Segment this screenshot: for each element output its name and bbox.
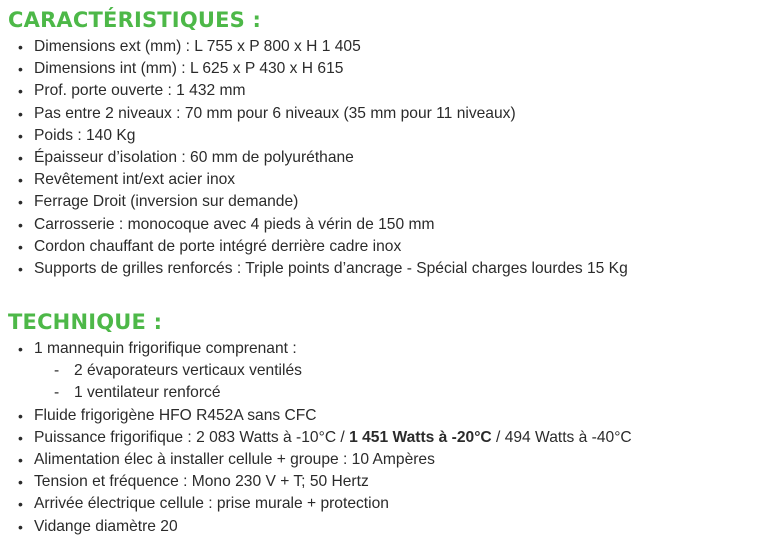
technique-section	[0, 308, 757, 538]
list-item: • Dimensions ext (mm) : L 755 x P 800 x H 1 405	[0, 36, 757, 58]
bullet-icon: •	[18, 341, 23, 357]
sub-list-item: - 1 ventilateur renforcé	[0, 382, 757, 404]
bullet-icon: •	[18, 518, 23, 535]
list-item: • Épaisseur d’isolation : 60 mm de polyuréthane	[0, 147, 757, 169]
list-item: • Prof. porte ouverte : 1 432 mm	[0, 80, 757, 102]
list-item: • Pas entre 2 niveaux : 70 mm pour 6 niveaux (35 mm pour 11 niveaux)	[0, 103, 757, 125]
bullet-icon: •	[18, 407, 23, 424]
bullet-icon: •	[18, 238, 23, 255]
technique-heading: TECHNIQUE :	[8, 310, 163, 334]
bullet-icon: •	[18, 261, 23, 278]
list-item: • Cordon chauffant de porte intégré derrière cadre inox	[0, 236, 757, 258]
list-item: • Vidange diamètre 20	[0, 516, 757, 538]
dash-icon: -	[54, 384, 60, 402]
list-item: • Ferrage Droit (inversion sur demande)	[0, 191, 757, 213]
caracteristiques-list	[0, 36, 757, 280]
list-item: • Poids : 140 Kg	[0, 125, 757, 147]
list-item: • Alimentation élec à installer cellule + groupe : 10 Ampères	[0, 449, 757, 471]
bullet-icon: •	[18, 39, 23, 55]
sub-list-item: - 2 évaporateurs verticaux ventilés	[0, 360, 757, 382]
bullet-icon: •	[18, 172, 23, 189]
list-item: • Dimensions int (mm) : L 625 x P 430 x H 615	[0, 58, 757, 80]
bullet-icon: •	[18, 474, 23, 491]
bullet-icon: •	[18, 105, 23, 122]
bullet-icon: •	[18, 150, 23, 167]
list-item: • Fluide frigorigène HFO R452A sans CFC	[0, 405, 757, 427]
bullet-icon: •	[18, 127, 23, 144]
list-item: • Revêtement int/ext acier inox	[0, 169, 757, 191]
bullet-icon: •	[18, 429, 23, 446]
list-item: • Carrosserie : monocoque avec 4 pieds à vérin de 150 mm	[0, 214, 757, 236]
bullet-icon: •	[18, 496, 23, 513]
puissance-highlight: 1 451 Watts à -20°C	[349, 428, 492, 446]
bullet-icon: •	[18, 216, 23, 233]
list-item: • Supports de grilles renforcés : Triple points d’ancrage - Spécial charges lourdes 15 Kg	[0, 258, 757, 280]
bullet-icon: •	[18, 452, 23, 469]
list-item: • Tension et fréquence : Mono 230 V + T; 50 Hertz	[0, 471, 757, 493]
dash-icon: -	[54, 362, 60, 380]
caracteristiques-heading: CARACTÉRISTIQUES :	[8, 8, 262, 32]
bullet-icon: •	[18, 194, 23, 211]
list-item-puissance: • Puissance frigorifique : 2 083 Watts à -10°C / 1 451 Watts à -20°C / 494 Watts à -40°C	[0, 427, 757, 449]
list-item: • Arrivée électrique cellule : prise murale + protection	[0, 493, 757, 515]
list-item: • 1 mannequin frigorifique comprenant :	[0, 338, 757, 360]
technique-list	[0, 338, 757, 538]
bullet-icon: •	[18, 61, 23, 78]
caracteristiques-section	[0, 6, 757, 280]
bullet-icon: •	[18, 83, 23, 100]
